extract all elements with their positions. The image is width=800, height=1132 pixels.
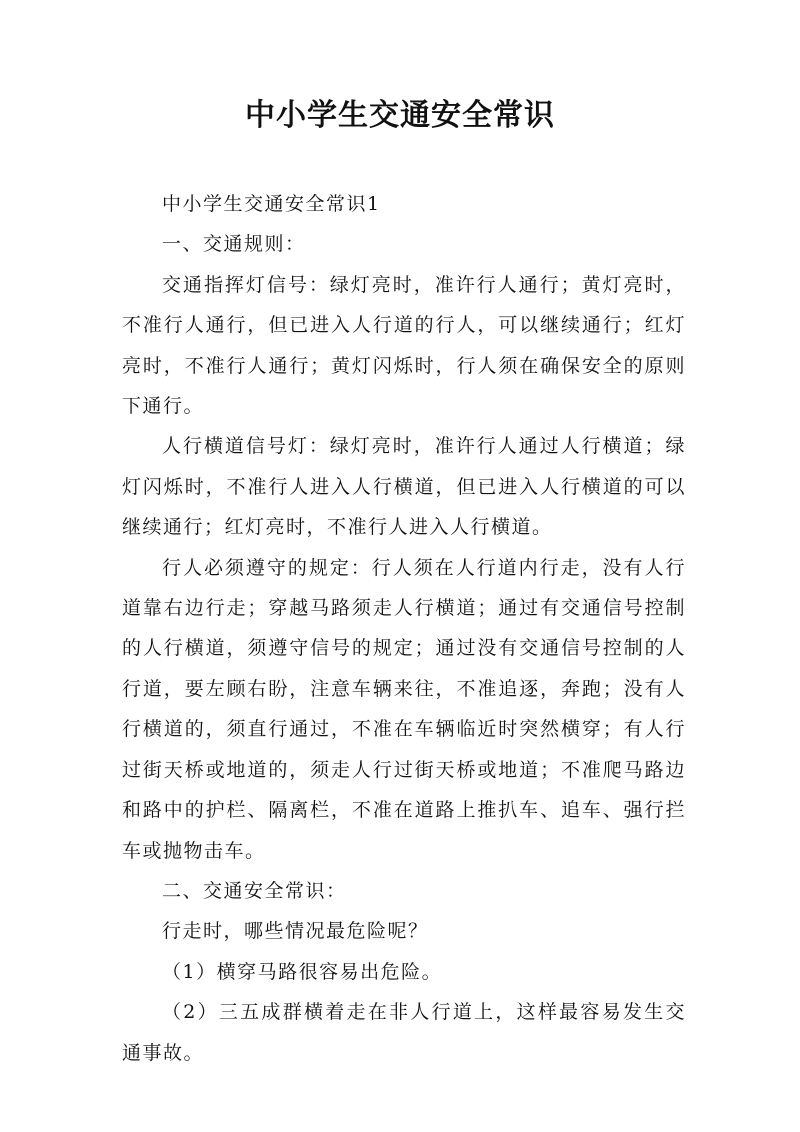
list-item-1: （1）横穿马路很容易出危险。 — [162, 960, 443, 983]
section-heading: 中小学生交通安全常识1 — [162, 193, 381, 215]
subheading-safety-knowledge: 二、交通安全常识： — [162, 879, 347, 902]
document-title: 中小学生交通安全常识 — [245, 98, 555, 133]
paragraph-crosswalk-signal: 人行横道信号灯：绿灯亮时，准许行人通过人行横道；绿灯闪烁时，不准行人进入人行横道，但已进入人行横道的可以继续通行；红灯亮时，不准行人进入人行横道。 — [122, 435, 686, 539]
paragraph-traffic-signal: 交通指挥灯信号：绿灯亮时，准许行人通行；黄灯亮时，不准行人通行，但已进入人行道的行人，可以继续通行；红灯亮时，不准行人通行；黄灯闪烁时，行人须在确保安全的原则下通行。 — [122, 273, 686, 418]
paragraph-walking-question: 行走时，哪些情况最危险呢？ — [162, 920, 429, 943]
subheading-traffic-rules: 一、交通规则： — [162, 233, 306, 256]
document-body — [122, 184, 686, 1073]
list-item-2: （2）三五成群横着走在非人行道上，这样最容易发生交通事故。 — [122, 1001, 686, 1064]
paragraph-pedestrian-rules: 行人必须遵守的规定：行人须在人行道内行走，没有人行道靠右边行走；穿越马路须走人行横道；通过有交通信号控制的人行横道，须遵守信号的规定；通过没有交通信号控制的人行道，要左顾右盼，注意车辆来往，不准追逐，奔跑；没有人行横道的，须直行通过，不准在车辆临近时突然横穿；有人行过街天桥或地道的，须走人行过街天桥或地道；不准爬马路边和路中的护栏、隔离栏，不准在道路上推扒车、追车、强行拦车或抛物击车。 — [122, 556, 686, 862]
